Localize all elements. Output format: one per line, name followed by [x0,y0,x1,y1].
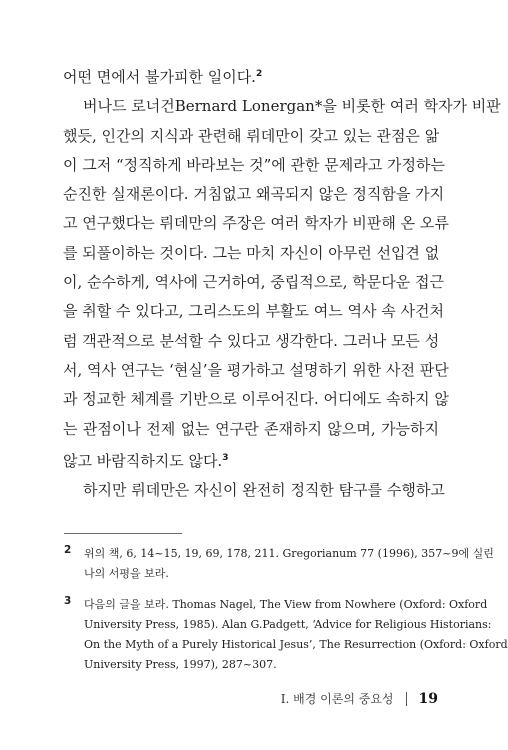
text-line: 과 정교한 체계를 기반으로 이루어진다. 어디에도 속하지 않 [63,390,449,409]
footnote-line: On the Myth of a Purely Historical Jesus’, The Resurrection (Oxford: Oxford [84,638,508,651]
running-section-title: I. 배경 이론의 중요성 [280,692,394,706]
footnote-line: 위의 책, 6, 14~15, 19, 69, 178, 211. Gregorianum 77 (1996), 357~9에 실린 [84,547,494,560]
footer-divider [406,692,407,706]
text-line: 를 되풀이하는 것이다. 그는 마치 자신이 아무런 선입견 없 [63,243,440,262]
text-line: 순진한 실재론이다. 거침없고 왜곡되지 않은 정직함을 가지 [63,185,445,204]
main-text [63,60,501,505]
footnote-number: 2 [64,544,72,556]
footnote-number: 3 [64,595,72,607]
footnote-line: University Press, 1985). Alan G.Padgett, ‘Advice for Religious Historians: [84,618,492,631]
footnote-line: 다음의 글을 보라. Thomas Nagel, The View from Nowhere (Oxford: Oxford [84,598,488,611]
paragraph-next [63,476,445,505]
text-line-end: 않고 바람직하지도 않다. [63,451,223,470]
text-line [63,444,439,476]
footnote-3 [64,595,508,675]
footnote-line: 나의 서평을 보라. [84,567,169,580]
page-footer [281,690,438,707]
paragraph-lonergan [63,92,501,476]
text-line: 이 그저 “정직하게 바라보는 것”에 관한 문제라고 가정하는 [63,155,445,174]
footnotes [64,544,508,686]
footnote-divider [64,533,182,534]
text-line: 이, 순수하게, 역사에 근거하여, 중립적으로, 학문다운 접근 [63,273,444,292]
paragraph-continuation [63,60,439,92]
text-line: 럼 객관적으로 분석할 수 있다고 생각한다. 그러나 모든 성 [63,331,440,350]
text-line: 하지만 뤼데만은 자신이 완전히 정직한 탐구를 수행하고 [83,481,445,500]
text-line: 는 관점이나 전제 없는 연구란 존재하지 않으며, 가능하지 [63,419,439,438]
footnote-2 [64,544,494,584]
text-line: 했듯, 인간의 지식과 관련해 뤼데만이 갖고 있는 관점은 앎 [63,126,440,145]
text-line: 을 취할 수 있다고, 그리스도의 부활도 여느 역사 속 사건처 [63,302,444,321]
text-line: 버나드 로너건Bernard Lonergan*을 비롯한 여러 학자가 비판 [83,97,501,116]
text-line: 어떤 면에서 불가피한 일이다. [63,68,256,86]
text-line: 고 연구했다는 뤼데만의 주장은 여러 학자가 비판해 온 오류 [63,214,449,233]
footnote-ref-2[interactable]: 2 [255,69,263,79]
text-line: 서, 역사 연구는 ‘현실’을 평가하고 설명하기 위한 사전 판단 [63,360,449,379]
page-number: 19 [418,690,438,707]
footnote-line: University Press, 1997), 287~307. [84,658,277,671]
footnote-ref-3[interactable]: 3 [222,452,229,463]
